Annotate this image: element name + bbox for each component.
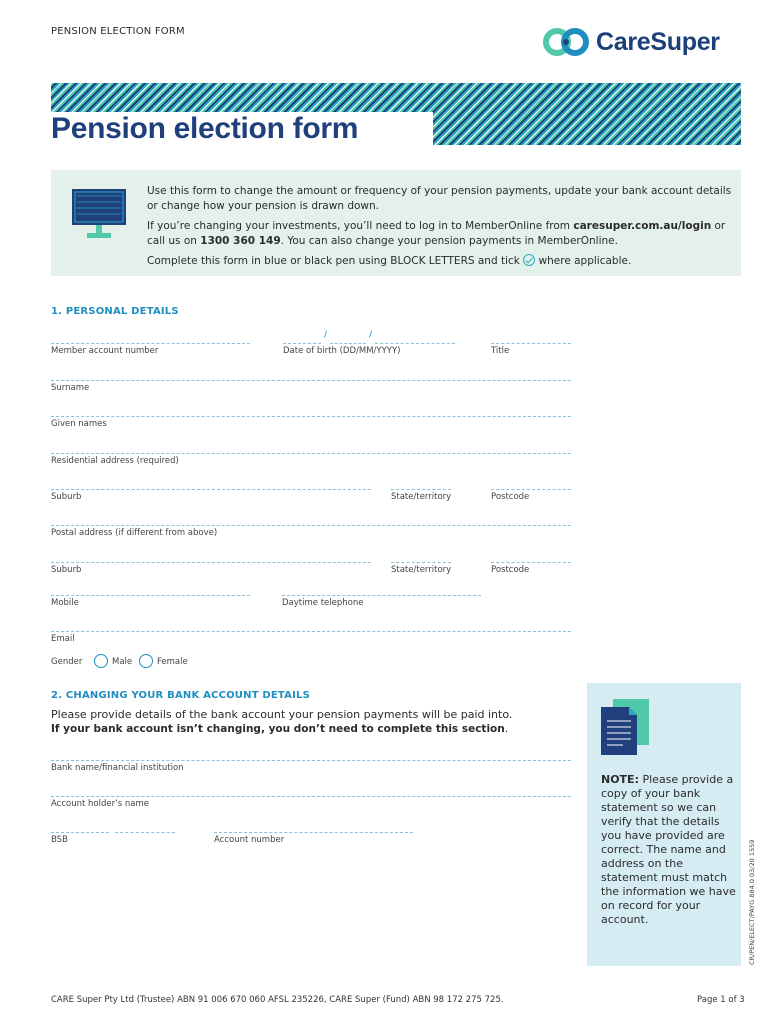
given-names-input[interactable] bbox=[51, 416, 571, 417]
intro-line-2 bbox=[147, 219, 737, 249]
note-body: Please provide a copy of your bank statement so we can verify that the details you have provided are correct. The name and address on the statement must match the information we have on record for your account. bbox=[601, 773, 736, 926]
gender-female-label: Female bbox=[157, 657, 188, 667]
intro-line-2-pre: If you’re changing your investments, you’ll need to log in to MemberOnline from bbox=[147, 220, 574, 232]
intro-line-2-mid: or call us on bbox=[147, 220, 726, 247]
monitor-icon bbox=[71, 188, 127, 240]
daytime-telephone-input[interactable] bbox=[282, 595, 481, 596]
mobile-input[interactable] bbox=[51, 595, 250, 596]
bsb-input-2[interactable] bbox=[115, 832, 175, 833]
email-input[interactable] bbox=[51, 631, 571, 632]
dob-month-input[interactable] bbox=[330, 343, 366, 344]
section-1-title: 1. PERSONAL DETAILS bbox=[51, 306, 179, 317]
caresuper-logo bbox=[542, 24, 720, 60]
postal-address-label: Postal address (if different from above) bbox=[51, 528, 218, 538]
account-holder-label: Account holder’s name bbox=[51, 799, 150, 809]
section-2-intro: Please provide details of the bank account your pension payments will be paid into. bbox=[51, 708, 513, 721]
state-label: State/territory bbox=[391, 492, 452, 502]
intro-line-3-post: where applicable. bbox=[535, 255, 632, 267]
caresuper-logo-icon bbox=[542, 27, 592, 57]
logo-text: CareSuper bbox=[596, 27, 720, 56]
dob-year-input[interactable] bbox=[375, 343, 455, 344]
daytime-telephone-label: Daytime telephone bbox=[282, 598, 364, 608]
postal-address-input[interactable] bbox=[51, 525, 571, 526]
gender-label: Gender bbox=[51, 657, 83, 667]
suburb-label: Suburb bbox=[51, 492, 82, 502]
gender-female-radio[interactable] bbox=[139, 654, 153, 668]
note-label: NOTE: bbox=[601, 773, 639, 786]
dob-label: Date of birth (DD/MM/YYYY) bbox=[283, 346, 401, 356]
given-names-label: Given names bbox=[51, 419, 107, 429]
note-text bbox=[601, 773, 741, 927]
state-2-label: State/territory bbox=[391, 565, 452, 575]
intro-line-1: Use this form to change the amount or frequency of your pension payments, update your bank account details or change how your pension is drawn down. bbox=[147, 185, 732, 212]
section-2-title: 2. CHANGING YOUR BANK ACCOUNT DETAILS bbox=[51, 690, 311, 701]
suburb-2-label: Suburb bbox=[51, 565, 82, 575]
title-label: Title bbox=[491, 346, 510, 356]
title-input[interactable] bbox=[491, 343, 571, 344]
page-number: Page 1 of 3 bbox=[697, 995, 745, 1005]
mobile-label: Mobile bbox=[51, 598, 79, 608]
footer-legal: CARE Super Pty Ltd (Trustee) ABN 91 006 670 060 AFSL 235226, CARE Super (Fund) ABN 98 172 275 725. bbox=[51, 995, 504, 1005]
account-number-input[interactable] bbox=[214, 832, 413, 833]
account-holder-input[interactable] bbox=[51, 796, 571, 797]
residential-address-input[interactable] bbox=[51, 453, 571, 454]
email-label: Email bbox=[51, 634, 75, 644]
member-account-number-label: Member account number bbox=[51, 346, 159, 356]
surname-label: Surname bbox=[51, 383, 90, 393]
member-account-number-input[interactable] bbox=[51, 343, 250, 344]
gender-male-label: Male bbox=[112, 657, 133, 667]
document-icon bbox=[599, 697, 651, 757]
section-2-note bbox=[51, 723, 508, 735]
postcode-2-input[interactable] bbox=[491, 562, 571, 563]
page-title: Pension election form bbox=[51, 112, 359, 145]
gender-male-radio[interactable] bbox=[94, 654, 108, 668]
postcode-2-label: Postcode bbox=[491, 565, 530, 575]
note-box bbox=[587, 683, 741, 966]
state-2-input[interactable] bbox=[391, 562, 451, 563]
bsb-input-1[interactable] bbox=[51, 832, 109, 833]
login-url: caresuper.com.au/login bbox=[573, 220, 712, 232]
postcode-input[interactable] bbox=[491, 489, 571, 490]
suburb-input[interactable] bbox=[51, 489, 371, 490]
phone-number: 1300 360 149 bbox=[200, 235, 281, 247]
section-2-note-end: . bbox=[504, 723, 509, 735]
dob-day-input[interactable] bbox=[283, 343, 321, 344]
bank-name-input[interactable] bbox=[51, 760, 571, 761]
state-input[interactable] bbox=[391, 489, 451, 490]
account-number-label: Account number bbox=[214, 835, 285, 845]
intro-line-2-post: . You can also change your pension payments in MemberOnline. bbox=[280, 235, 618, 247]
section-2-note-text: If your bank account isn’t changing, you don’t need to complete this section bbox=[51, 723, 505, 735]
intro-box bbox=[51, 170, 741, 276]
bank-name-label: Bank name/financial institution bbox=[51, 763, 184, 773]
suburb-2-input[interactable] bbox=[51, 562, 371, 563]
intro-line-3 bbox=[147, 254, 737, 269]
form-code: CR/PEN/ELECT/PAYG 884.0 03/20 1559 bbox=[748, 839, 756, 965]
header-label: PENSION ELECTION FORM bbox=[51, 26, 185, 37]
residential-address-label: Residential address (required) bbox=[51, 456, 179, 466]
bsb-label: BSB bbox=[51, 835, 68, 845]
tick-icon bbox=[523, 254, 535, 266]
dob-separator-2: / bbox=[369, 330, 373, 340]
intro-line-3-pre: Complete this form in blue or black pen using BLOCK LETTERS and tick bbox=[147, 255, 524, 267]
dob-separator-1: / bbox=[324, 330, 328, 340]
postcode-label: Postcode bbox=[491, 492, 530, 502]
surname-input[interactable] bbox=[51, 380, 571, 381]
